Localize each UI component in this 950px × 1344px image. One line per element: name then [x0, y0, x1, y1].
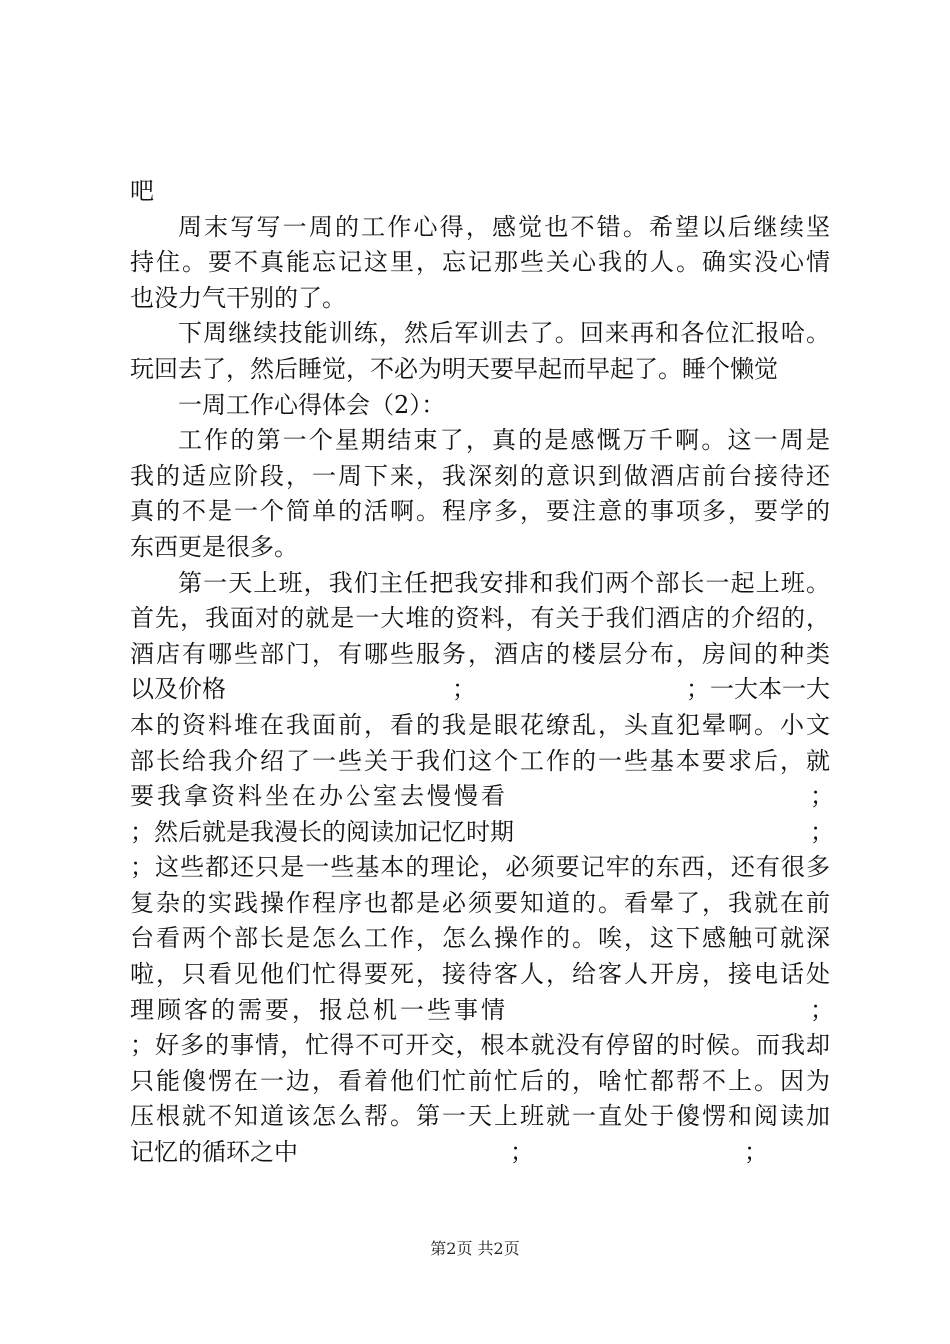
text-line — [130, 815, 834, 851]
text-segment: ； — [810, 995, 834, 1024]
text-line: 下周继续技能训练，然后军训去了。回来再和各位汇报哈。 — [178, 319, 830, 348]
text-line: 啦，只看见他们忙得要死，接待客人，给客人开房，接电话处 — [130, 960, 830, 989]
text-segment: 以及价格 — [130, 675, 226, 704]
text-line: ；好多的事情，忙得不可开交，根本就没有停留的时候。而我却 — [130, 1031, 830, 1060]
text-line: ；这些都还只是一些基本的理论，必须要记牢的东西，还有很多 — [130, 853, 830, 882]
text-line: 持住。要不真能忘记这里，忘记那些关心我的人。确实没心情 — [130, 248, 830, 277]
text-line: 真的不是一个简单的活啊。程序多，要注意的事项多，要学的 — [130, 497, 830, 526]
text-segment: ； — [452, 675, 476, 704]
text-line: 也没力气干别的了。 — [130, 283, 346, 312]
text-segment: ； — [810, 817, 834, 846]
text-line: 首先，我面对的就是一大堆的资料，有关于我们酒店的介绍的， — [130, 604, 830, 633]
text-line: 第一天上班，我们主任把我安排和我们两个部长一起上班。 — [178, 568, 830, 597]
document-body — [130, 174, 834, 1171]
text-segment: ；然后就是我漫长的阅读加记忆时期 — [130, 817, 514, 846]
text-line: 东西更是很多。 — [130, 532, 298, 561]
text-line — [130, 993, 834, 1029]
text-segment: ； — [510, 1138, 534, 1167]
text-segment: 理顾客的需要，报总机一些事情 — [130, 995, 508, 1024]
text-line — [130, 1135, 830, 1171]
text-line — [130, 672, 830, 708]
text-line: 酒店有哪些部门，有哪些服务，酒店的楼层分布，房间的种类 — [130, 639, 830, 668]
text-segment: ； — [744, 1138, 768, 1167]
text-line: 部长给我介绍了一些关于我们这个工作的一些基本要求后，就 — [130, 746, 830, 775]
text-line — [130, 779, 834, 815]
text-segment: ；一大本一大 — [686, 675, 830, 704]
text-line: 我的适应阶段，一周下来，我深刻的意识到做酒店前台接待还 — [130, 461, 830, 490]
text-line: 只能傻愣在一边，看着他们忙前忙后的，啥忙都帮不上。因为 — [130, 1066, 830, 1095]
page-number-footer: 第2页 共2页 — [430, 1239, 520, 1258]
text-segment: 记忆的循环之中 — [130, 1138, 298, 1167]
text-line: 周末写写一周的工作心得，感觉也不错。希望以后继续坚 — [178, 212, 830, 241]
section-heading: 一周工作心得体会（2）： — [178, 390, 446, 419]
text-line: 工作的第一个星期结束了，真的是感慨万千啊。这一周是 — [178, 426, 830, 455]
text-line: 台看两个部长是怎么工作，怎么操作的。唉，这下感触可就深 — [130, 924, 830, 953]
text-line: 本的资料堆在我面前，看的我是眼花缭乱，头直犯晕啊。小文 — [130, 710, 830, 739]
text-line: 复杂的实践操作程序也都是必须要知道的。看晕了，我就在前 — [130, 888, 830, 917]
text-line: 玩回去了，然后睡觉，不必为明天要早起而早起了。睡个懒觉 — [130, 354, 778, 383]
text-line: 压根就不知道该怎么帮。第一天上班就一直处于傻愣和阅读加 — [130, 1102, 830, 1131]
text-segment: 要我拿资料坐在办公室去慢慢看 — [130, 782, 508, 811]
text-line: 吧 — [130, 177, 154, 205]
text-segment: ； — [810, 782, 834, 811]
